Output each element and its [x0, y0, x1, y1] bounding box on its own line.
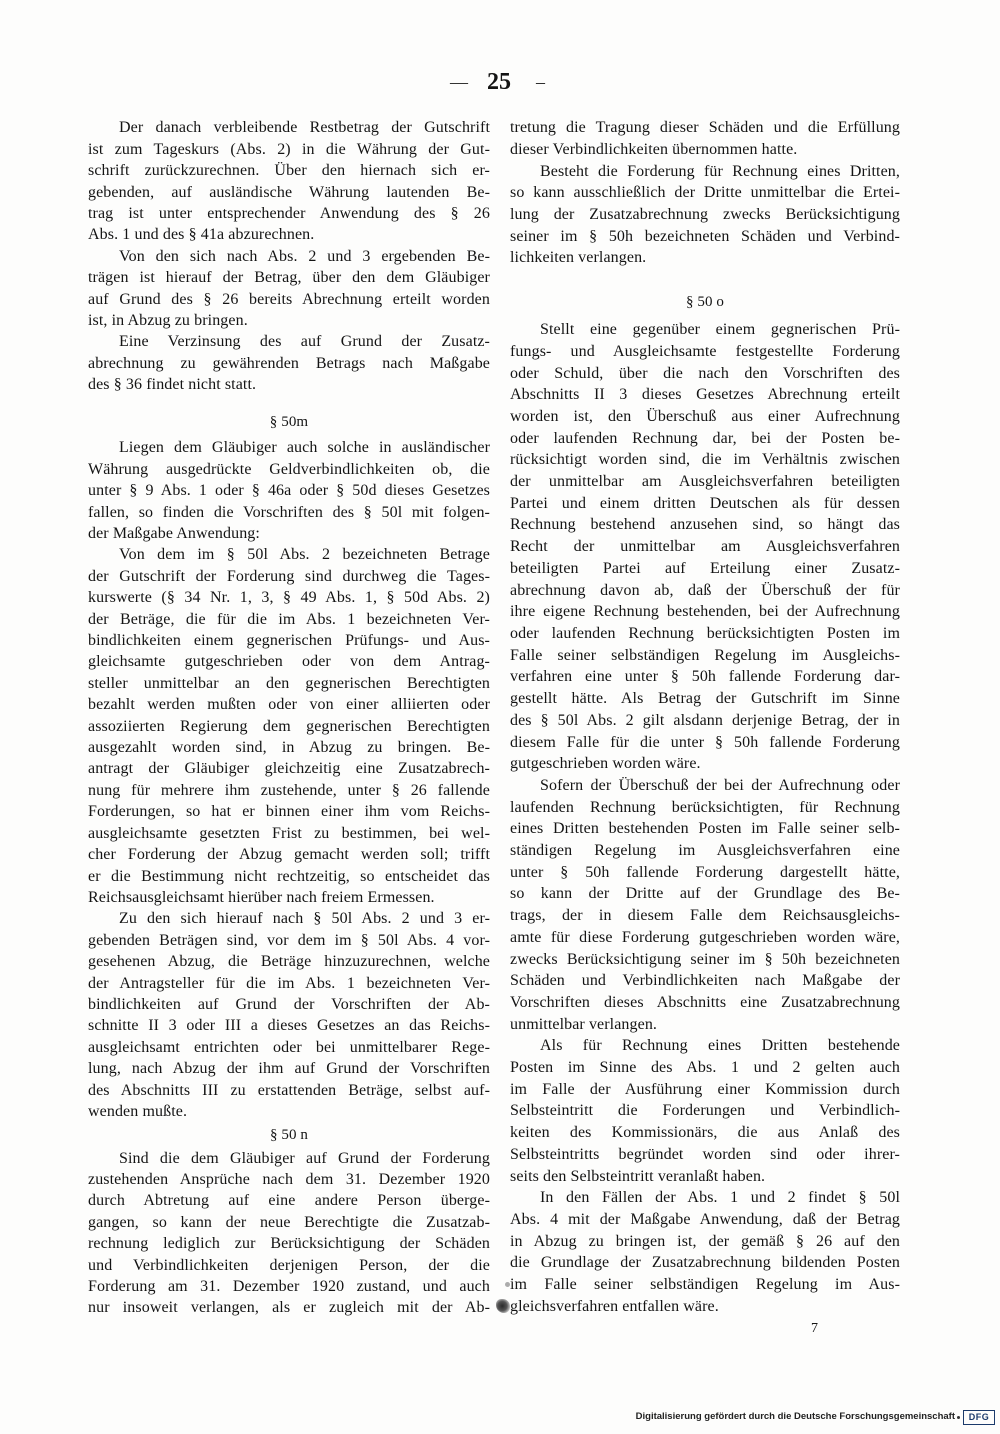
paragraph: [88, 544, 490, 908]
paragraph: [88, 1148, 490, 1319]
text-line: des Abschnitts III zu erstattenden Beträge, selbst auf-: [88, 1081, 490, 1099]
text-line: gebenden, auf ausländische Währung lautenden Be-: [88, 183, 490, 201]
text-line: fallen, so finden die Vorschriften des § 50l mit folgen-: [88, 503, 490, 521]
text-line: abrechnung zu gewährenden Betrags nach Maßgabe: [88, 354, 490, 372]
page-number: 25: [487, 69, 511, 95]
text-line: eines Dritten bestehenden Posten im Falle seiner selb-: [510, 820, 900, 838]
text-line: lichkeiten verlangen.: [510, 249, 647, 267]
text-line: verfahren eine unter § 50h fallende Forderung dar-: [510, 668, 900, 686]
text-line: diesem Falle für die unter § 50h fallende Forderung: [510, 733, 900, 751]
text-line: Von den sich nach Abs. 2 und 3 ergebenden Be-: [119, 247, 490, 265]
text-line: er die Bestimmung nicht rechtzeitig, so entscheidet das: [88, 867, 490, 885]
section-heading: § 50 o: [685, 294, 725, 311]
text-line: trags, der in diesem Falle dem Reichsausgleichs-: [510, 907, 900, 925]
text-line: Partei und einem dritten Deutschen als für dessen: [510, 494, 900, 512]
text-line: der unmittelbar am Ausgleichsverfahren beteiligten: [510, 473, 900, 491]
text-line: cher Forderung der Abzug gemacht werden soll; trifft: [88, 846, 490, 864]
right-text-column: [510, 117, 900, 1317]
text-line: so kann ausschließlich der Dritte unmittelbar die Ertei-: [510, 184, 900, 202]
text-line: seiner im § 50h bezeichneten Schäden und Verbind-: [510, 227, 900, 245]
text-line: bindlichkeiten auf Grund der Vorschriften der Ab-: [88, 995, 490, 1013]
text-line: Sind die dem Gläubiger auf Grund der Forderung: [119, 1149, 490, 1167]
text-line: laufenden Rechnung berücksichtigten, für Rechnung: [510, 798, 900, 816]
text-line: gutgeschrieben worden wäre.: [510, 755, 701, 773]
text-line: fungs- und Ausgleichsamte festgestellte Forderung: [510, 342, 900, 360]
text-line: ausgezahlt worden sind, in Abzug zu bringen. Be-: [88, 739, 490, 757]
text-line: und Verbindlichkeiten derjenigen Person, der die: [88, 1256, 490, 1274]
paragraph: [510, 775, 900, 1035]
text-line: dieser Verbindlichkeiten übernommen hatte.: [510, 140, 798, 158]
text-line: in Abzug zu bringen ist, der gemäß § 26 auf den: [510, 1232, 900, 1250]
text-line: Recht der unmittelbar am Ausgleichsverfahren: [510, 538, 900, 556]
paragraph: [510, 1035, 900, 1187]
text-line: unter § 50h fallende Forderung dargestellt hätte,: [510, 863, 900, 881]
paragraph: [88, 246, 490, 332]
text-line: ständigen Regelung im Ausgleichsverfahren eine: [510, 842, 900, 860]
text-line: Rechnung bestehend anzusehen sind, so hängt das: [510, 516, 900, 534]
section-heading: § 50 n: [269, 1126, 309, 1143]
text-line: zwecks Berücksichtigung seiner im § 50h bezeichneten: [510, 950, 900, 968]
text-line: lung, nach Abzug der ihm auf Grund der Vorschriften: [88, 1060, 490, 1078]
text-line: kurswerte (§ 34 Nr. 1, 3, § 49 Abs. 1, § 50d Abs. 2): [88, 589, 490, 607]
paragraph: [88, 331, 490, 395]
text-line: trag ist unter entsprechender Anwendung des § 26: [88, 204, 490, 222]
text-line: unter § 9 Abs. 1 oder § 46a oder § 50d dieses Gesetzes: [88, 482, 490, 500]
text-line: ist zum Tageskurs (Abs. 2) in die Währung der Gut-: [88, 140, 490, 158]
text-line: seits den Selbsteintritt veranlaßt haben.: [510, 1167, 766, 1185]
text-line: amte für diese Forderung gutgeschrieben worden wäre,: [510, 928, 900, 946]
text-line: Abs. 1 und des § 41a abzurechnen.: [88, 226, 315, 244]
text-line: Stellt eine gegenüber einem gegnerischen Prü-: [540, 321, 900, 339]
text-line: rücksichtigt worden sind, die im Verhältnis zwischen: [510, 451, 900, 469]
text-line: durch Abtretung auf eine andere Person überge-: [88, 1192, 490, 1210]
text-line: schrift zurückzurechnen. Über den hiernach sich er-: [88, 162, 490, 180]
paragraph: [510, 319, 900, 775]
paragraph: [88, 117, 490, 245]
digitization-credit: Digitalisierung gefördert durch die Deutsche Forschungsgemeinschaft: [635, 1411, 955, 1422]
text-line: bindlichkeiten einem gegnerischen Prüfungs- und Aus-: [88, 632, 490, 650]
text-line: worden ist, den Überschuß aus einer Aufrechnung: [510, 407, 900, 425]
text-line: die Grundlage der Zusatzabrechnung bildenden Posten: [510, 1254, 900, 1272]
text-line: Reichsausgleichsamt hierüber nach freiem Ermessen.: [88, 888, 435, 906]
text-line: keiten des Kommissionärs, die aus Anlaß des: [510, 1124, 900, 1142]
text-line: der Gutschrift der Forderung sind durchweg die Tages-: [88, 567, 490, 585]
text-line: beteiligten Partei auf Erteilung einer Zusatz-: [510, 559, 900, 577]
text-line: gangen, so kann der neue Berechtigte die Zusatzab-: [88, 1213, 490, 1231]
paragraph: [510, 1187, 900, 1317]
text-line: trägen ist hierauf der Betrag, über den dem Gläubiger: [88, 269, 490, 287]
text-line: der Maßgabe Anwendung:: [88, 525, 260, 542]
text-line: antragt der Gläubiger gleichzeitig eine Zusatzabrech-: [88, 760, 490, 778]
text-line: Zu den sich hierauf nach § 50l Abs. 2 und 3 er-: [119, 910, 490, 928]
section-heading: § 50m: [269, 414, 309, 431]
text-line: Eine Verzinsung des auf Grund der Zusatz-: [119, 333, 490, 351]
text-line: Abs. 4 mit der Maßgabe Anwendung, daß der Betrag: [510, 1210, 900, 1228]
text-line: ausgleichsamte gesetzten Frist zu bestimmen, bei wel-: [88, 824, 490, 842]
text-line: des § 50l Abs. 2 gilt alsdann derjenige Betrag, der in: [510, 711, 900, 729]
text-line: ist, in Abzug zu bringen.: [88, 311, 248, 329]
text-line: der Beträge, die für die im Abs. 1 bezeichneten Ver-: [88, 610, 490, 628]
text-line: Der danach verbleibende Restbetrag der Gutschrift: [119, 119, 490, 137]
text-line: In den Fällen der Abs. 1 und 2 findet § 50l: [540, 1189, 900, 1207]
text-line: assoziierten Regierung dem gegnerischen Berechtigten: [88, 717, 490, 735]
text-line: Selbsteintritts begründet worden sind oder ihrer-: [510, 1145, 900, 1163]
text-line: gesehenen Abzug, die Beträge hinzuzurechnen, welche: [88, 953, 490, 971]
footer-separator-dot: [957, 1416, 960, 1419]
text-line: schnitte II 3 oder III a dieses Gesetzes an das Reichs-: [88, 1017, 490, 1035]
text-line: Falle seiner selbständigen Regelung im Ausgleichs-: [510, 646, 900, 664]
paragraph: [88, 908, 490, 1122]
text-line: Forderung am 31. Dezember 1920 zustand, und auch: [88, 1278, 490, 1295]
text-line: lung der Zusatzabrechnung zwecks Berücksichtigung: [510, 205, 900, 223]
paragraph: [510, 117, 900, 160]
text-line: des § 36 findet nicht statt.: [88, 376, 257, 394]
running-head-dash-left: —: [450, 72, 468, 92]
left-text-column: [88, 117, 490, 1319]
text-line: der Antragsteller für die im Abs. 1 bezeichneten Ver-: [88, 974, 490, 992]
text-line: so kann der Dritte auf der Grundlage des Be-: [510, 885, 900, 903]
running-head-dash-right: –: [536, 72, 545, 92]
text-line: Forderungen, so hat er binnen einer ihm vom Reichs-: [88, 803, 490, 821]
sheet-signature-mark: 7: [811, 1321, 818, 1336]
text-line: nur insoweit verlangen, als er zugleich mit der Ab-: [88, 1299, 490, 1317]
text-line: Selbsteintritt die Forderungen und Verbindlich-: [510, 1102, 900, 1120]
text-line: Abschnitts II 3 dieses Gesetzes Abrechnung erteilt: [510, 386, 900, 404]
text-line: rechnung lediglich zur Berücksichtigung der Schäden: [88, 1235, 490, 1253]
text-line: Besteht die Forderung für Rechnung eines Dritten,: [540, 162, 900, 180]
text-line: gebenden Beträgen sind, vor dem im § 50l Abs. 4 vor-: [88, 931, 490, 949]
text-line: Als für Rechnung eines Dritten bestehende: [540, 1037, 900, 1055]
text-line: oder Schuld, über die nach den Vorschriften des: [510, 364, 900, 382]
scan-blot: [496, 1299, 510, 1313]
text-line: tretung die Tragung dieser Schäden und die Erfüllung: [510, 119, 900, 137]
text-line: im Falle seiner selbständigen Regelung im Aus-: [510, 1276, 900, 1294]
text-line: Von dem im § 50l Abs. 2 bezeichneten Betrage: [119, 546, 490, 564]
text-line: Sofern der Überschuß der bei der Aufrechnung oder: [540, 776, 900, 794]
text-line: auf Grund des § 26 bereits Abrechnung erteilt worden: [88, 290, 490, 308]
text-line: ihre eigene Rechnung bestehenden, bei der Aufrechnung: [510, 603, 900, 621]
text-line: zustehenden Ansprüche nach dem 31. Dezember 1920: [88, 1170, 490, 1188]
text-line: oder laufenden Rechnung berücksichtigten Posten im: [510, 625, 900, 642]
text-line: wenden mußte.: [88, 1102, 188, 1120]
text-line: nung für mehrere ihm zustehende, unter § 26 fallende: [88, 781, 490, 799]
text-line: steller unmittelbar an den gegnerischen Berechtigten: [88, 674, 490, 692]
paragraph: [88, 437, 490, 544]
scan-speck: [505, 1282, 510, 1287]
text-line: Währung ausgedrückte Geldverbindlichkeiten ob, die: [88, 460, 490, 478]
text-line: Vorschriften dieses Abschnitts eine Zusatzabrechnung: [510, 993, 900, 1011]
text-line: Posten im Sinne des Abs. 1 und 2 gelten auch: [510, 1059, 900, 1077]
dfg-logo: DFG: [963, 1410, 995, 1425]
text-line: unmittelbar verlangen.: [510, 1015, 658, 1033]
text-line: Schäden und Verbindlichkeiten nach Maßgabe der: [510, 972, 900, 990]
text-line: gleichsamte gutgeschrieben oder von dem Antrag-: [88, 653, 490, 671]
text-line: bezahlt werden mußten oder von einer alliierten oder: [88, 696, 490, 714]
text-line: Liegen dem Gläubiger auch solche in ausländischer: [119, 439, 490, 457]
text-line: abrechnung davon ab, daß der Überschuß der für: [510, 581, 900, 599]
text-line: ausgleichsamt entrichten oder bei unmittelbarer Rege-: [88, 1038, 490, 1056]
text-line: oder laufenden Rechnung dar, bei der Posten be-: [510, 429, 900, 447]
paragraph: [510, 161, 900, 270]
text-line: gleichsverfahren entfallen wäre.: [510, 1297, 719, 1315]
text-line: im Falle der Ausführung einer Kommission durch: [510, 1080, 900, 1098]
text-line: gestellt hätte. Als Betrag der Gutschrift im Sinne: [510, 690, 900, 708]
